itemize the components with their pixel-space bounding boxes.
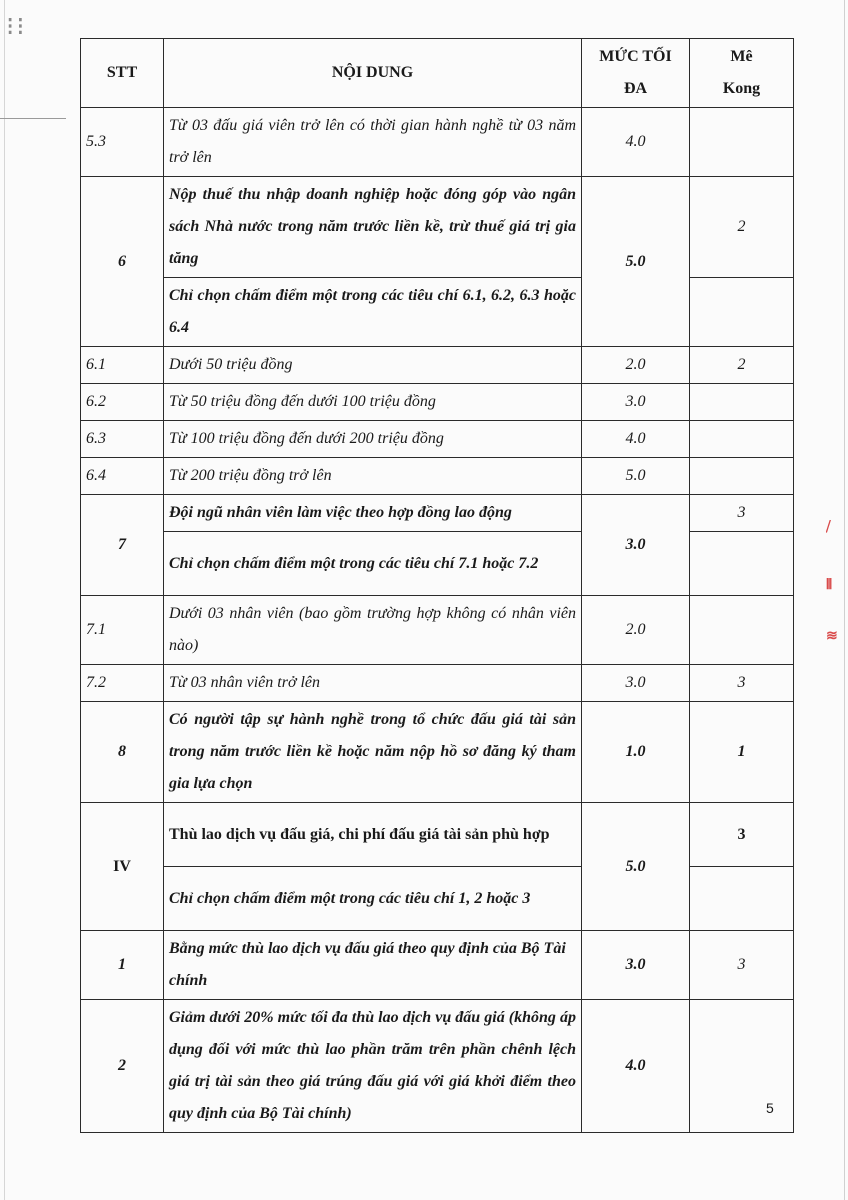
row-max: 4.0	[582, 421, 690, 458]
row-content: Đội ngũ nhân viên làm việc theo hợp đồng lao động	[164, 495, 582, 532]
row-score: 3	[690, 495, 794, 532]
row-score: 2	[690, 347, 794, 384]
header-content: NỘI DUNG	[164, 39, 582, 108]
page-number: 5	[766, 1100, 774, 1116]
row-stt: 2	[81, 1000, 164, 1133]
header-max	[582, 39, 690, 108]
row-content: Nộp thuế thu nhập doanh nghiệp hoặc đóng góp vào ngân sách Nhà nước trong năm trước liền kề, trừ thuế giá trị gia tăng	[164, 177, 582, 278]
row-max: 1.0	[582, 702, 690, 803]
row-score-empty	[690, 532, 794, 596]
header-mekong-line1: Mê	[730, 48, 753, 65]
table-row	[81, 931, 794, 1000]
table-row	[81, 803, 794, 867]
row-content: Từ 100 triệu đồng đến dưới 200 triệu đồng	[164, 421, 582, 458]
row-score	[690, 458, 794, 495]
row-max: 3.0	[582, 665, 690, 702]
row-stt: 6.4	[81, 458, 164, 495]
red-stamp-fragment-icon: ⦀	[826, 578, 833, 593]
row-score-empty	[690, 867, 794, 931]
row-stt: 6.1	[81, 347, 164, 384]
table-row	[81, 347, 794, 384]
table-row	[81, 1000, 794, 1133]
row-score	[690, 384, 794, 421]
table-row	[81, 596, 794, 665]
row-score: 3	[690, 931, 794, 1000]
table-row	[81, 702, 794, 803]
row-stt: 7.1	[81, 596, 164, 665]
scoring-table	[80, 38, 794, 1133]
row-stt: 7.2	[81, 665, 164, 702]
header-mekong-line2: Kong	[722, 80, 761, 97]
row-content: Từ 03 nhân viên trở lên	[164, 665, 582, 702]
row-content: Từ 50 triệu đồng đến dưới 100 triệu đồng	[164, 384, 582, 421]
row-score: 3	[690, 803, 794, 867]
row-max: 3.0	[582, 931, 690, 1000]
row-score	[690, 108, 794, 177]
row-content: Dưới 03 nhân viên (bao gồm trường hợp không có nhân viên nào)	[164, 596, 582, 665]
row-score	[690, 596, 794, 665]
row-max: 4.0	[582, 1000, 690, 1133]
row-stt: 1	[81, 931, 164, 1000]
table-header-row	[81, 39, 794, 108]
row-max: 3.0	[582, 384, 690, 421]
table-row	[81, 108, 794, 177]
table-row	[81, 665, 794, 702]
row-score: 2	[690, 177, 794, 278]
header-stt: STT	[81, 39, 164, 108]
row-max: 2.0	[582, 347, 690, 384]
row-content: Từ 03 đấu giá viên trở lên có thời gian hành nghề từ 03 năm trở lên	[164, 108, 582, 177]
row-max: 3.0	[582, 495, 690, 596]
row-max: 5.0	[582, 177, 690, 347]
table-row	[81, 421, 794, 458]
row-content: Từ 200 triệu đồng trở lên	[164, 458, 582, 495]
row-content-instruction: Chỉ chọn chấm điểm một trong các tiêu chí 1, 2 hoặc 3	[164, 867, 582, 931]
row-content: Bằng mức thù lao dịch vụ đấu giá theo quy định của Bộ Tài chính	[164, 931, 582, 1000]
scan-corner-artifact-icon: ⁝⁝	[6, 12, 27, 41]
row-stt: 7	[81, 495, 164, 596]
row-max: 2.0	[582, 596, 690, 665]
header-mekong	[690, 39, 794, 108]
row-content-instruction: Chỉ chọn chấm điểm một trong các tiêu chí 6.1, 6.2, 6.3 hoặc 6.4	[164, 278, 582, 347]
row-max: 4.0	[582, 108, 690, 177]
row-content-instruction: Chỉ chọn chấm điểm một trong các tiêu chí 7.1 hoặc 7.2	[164, 532, 582, 596]
row-stt: IV	[81, 803, 164, 931]
row-score	[690, 421, 794, 458]
table-row	[81, 458, 794, 495]
row-stt: 6	[81, 177, 164, 347]
header-max-line1: MỨC TỐI	[599, 48, 672, 65]
red-stamp-fragment-icon: ≋	[826, 629, 838, 644]
row-stt: 8	[81, 702, 164, 803]
table-row	[81, 495, 794, 532]
row-max: 5.0	[582, 803, 690, 931]
row-content: Dưới 50 triệu đồng	[164, 347, 582, 384]
scan-left-edge	[4, 0, 5, 1200]
scan-right-edge	[844, 0, 845, 1200]
row-stt: 5.3	[81, 108, 164, 177]
scan-stray-line	[0, 118, 66, 119]
red-stamp-fragment-icon: ⧸	[826, 520, 831, 535]
row-score: 3	[690, 665, 794, 702]
table-row	[81, 177, 794, 278]
row-content: Thù lao dịch vụ đấu giá, chi phí đấu giá tài sản phù hợp	[164, 803, 582, 867]
row-score-empty	[690, 278, 794, 347]
row-max: 5.0	[582, 458, 690, 495]
table-row	[81, 384, 794, 421]
row-stt: 6.3	[81, 421, 164, 458]
row-content: Có người tập sự hành nghề trong tổ chức đấu giá tài sản trong năm trước liền kề hoặc năm nộp hồ sơ đăng ký tham gia lựa chọn	[164, 702, 582, 803]
row-stt: 6.2	[81, 384, 164, 421]
row-content: Giảm dưới 20% mức tối đa thù lao dịch vụ đấu giá (không áp dụng đối với mức thù lao phần trăm trên phần chênh lệch giá trị tài sản theo giá trúng đấu giá với giá khởi điểm theo quy định của Bộ Tài chính)	[164, 1000, 582, 1133]
row-score: 1	[690, 702, 794, 803]
header-max-line2: ĐA	[623, 80, 648, 97]
row-score	[690, 1000, 794, 1133]
